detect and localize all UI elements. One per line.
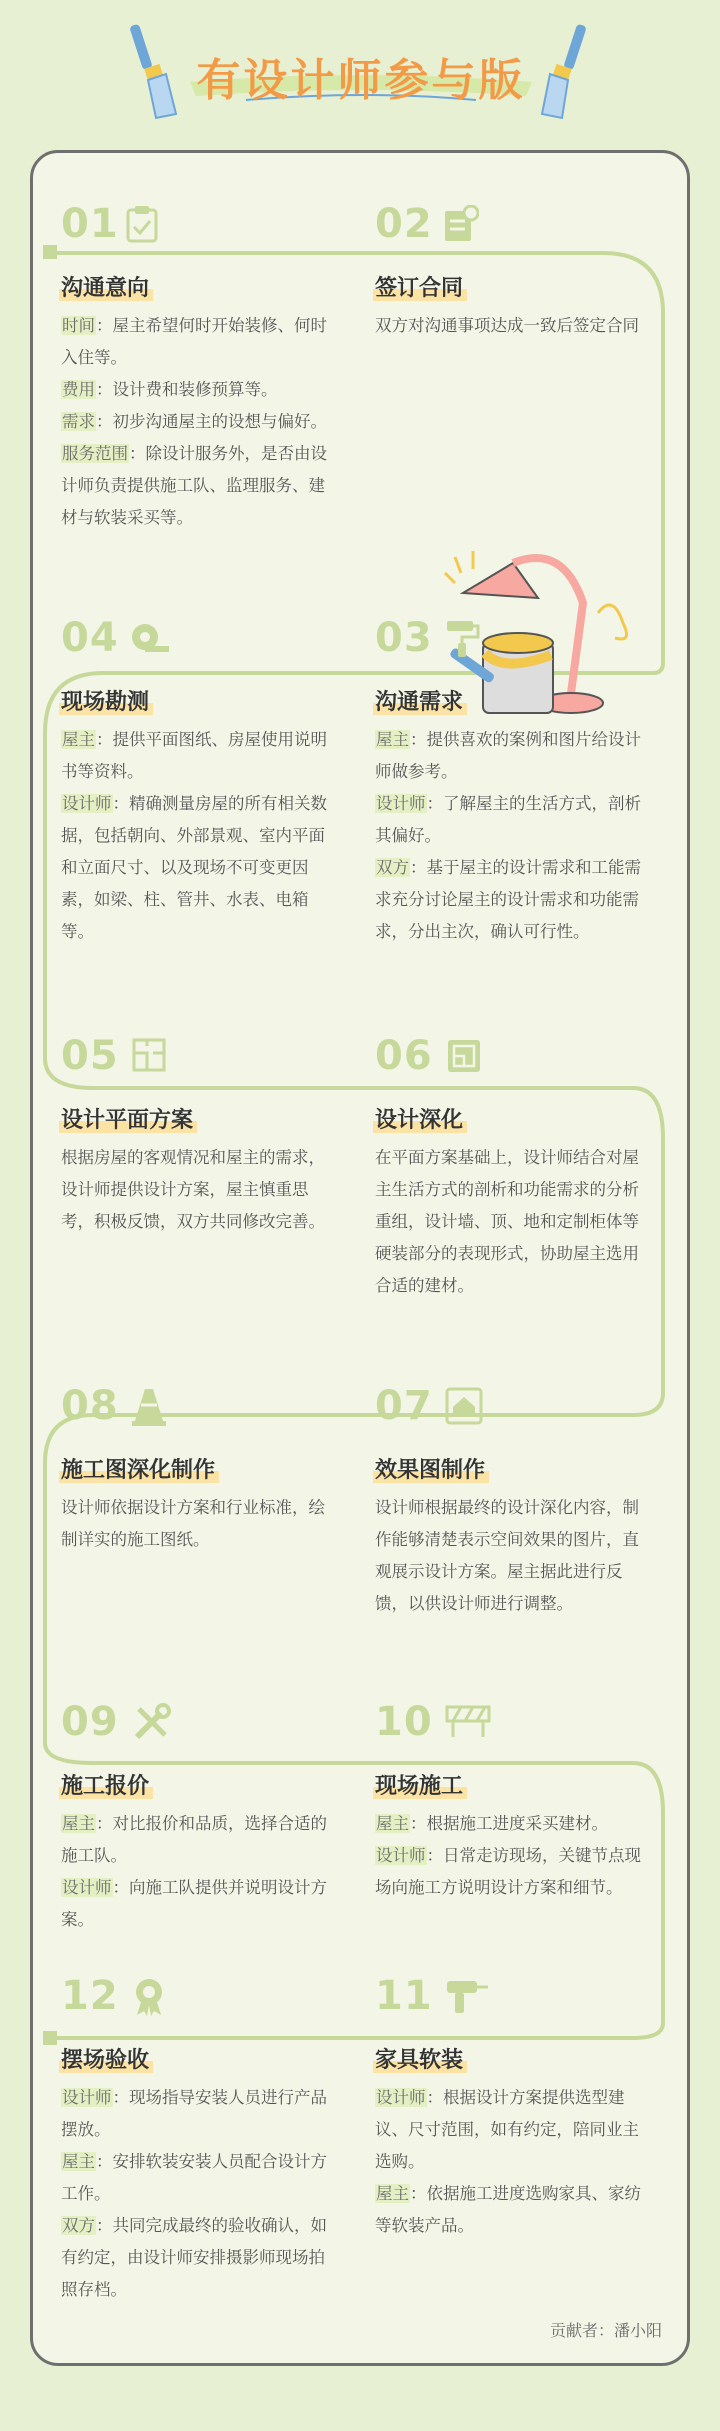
step-02	[375, 201, 650, 342]
process-card	[30, 150, 690, 2366]
paintbrush-icon	[540, 22, 590, 122]
step-04	[61, 615, 336, 948]
step-number: 08	[61, 1383, 119, 1429]
step-title: 施工报价	[61, 1769, 149, 1800]
step-number: 02	[375, 201, 433, 247]
floor-plan-icon	[131, 1037, 167, 1073]
house-icon	[445, 1387, 483, 1425]
step-01	[61, 201, 336, 534]
step-10	[375, 1699, 650, 1904]
tape-measure-icon	[131, 619, 171, 655]
step-number: 06	[375, 1033, 433, 1079]
credit-text: 贡献者：潘小阳	[549, 2321, 662, 2340]
step-title: 设计深化	[375, 1103, 463, 1134]
step-title: 效果图制作	[375, 1453, 485, 1484]
blueprint-icon	[445, 1037, 483, 1075]
title-banner	[186, 38, 536, 106]
step-body: 屋主：对比报价和品质，选择合适的施工队。 设计师：向施工队提供并说明设计方案。	[61, 1814, 327, 1929]
step-body: 屋主：提供平面图纸、房屋使用说明书等资料。 设计师：精确测量房屋的所有相关数据，包括朝向、外部景观、室内平面和立面尺寸、以及现场不可变更因素，如梁、柱、管井、水表、电箱等。	[61, 730, 327, 941]
drill-icon	[445, 1977, 489, 2015]
step-number: 09	[61, 1699, 119, 1745]
clipboard-icon	[125, 205, 159, 243]
step-title: 签订合同	[375, 271, 463, 302]
step-09	[61, 1699, 336, 1936]
step-number: 01	[61, 201, 119, 247]
step-12	[61, 1973, 336, 2306]
step-05	[61, 1033, 336, 1238]
contract-icon	[443, 205, 479, 243]
barrier-icon	[445, 1703, 491, 1739]
tools-icon	[131, 1703, 171, 1743]
step-number: 05	[61, 1033, 119, 1079]
traffic-cone-icon	[131, 1387, 167, 1427]
step-title: 现场施工	[375, 1769, 463, 1800]
paintbrush-icon	[128, 22, 178, 122]
step-body: 在平面方案基础上，设计师结合对屋主生活方式的剖析和功能需求的分析重组，设计墙、顶、地和定制柜体等硬装部分的表现形式，协助屋主选用合适的建材。	[375, 1148, 639, 1295]
step-title: 施工图深化制作	[61, 1453, 215, 1484]
step-number: 10	[375, 1699, 433, 1745]
step-title: 家具软装	[375, 2043, 463, 2074]
header	[0, 0, 720, 140]
award-badge-icon	[131, 1977, 167, 2017]
step-title: 沟通意向	[61, 271, 149, 302]
step-number: 03	[375, 615, 433, 661]
step-number: 11	[375, 1973, 433, 2019]
page-title: 有设计师参与版	[196, 55, 526, 106]
step-body: 时间：屋主希望何时开始装修、何时入住等。 费用：设计费和装修预算等。 需求：初步沟通屋主的设想与偏好。 服务范围：除设计服务外，是否由设计师负责提供施工队、监理服务、建材与软装采买等。	[61, 316, 327, 527]
step-03	[375, 615, 650, 948]
paint-roller-icon	[445, 619, 481, 659]
step-body: 设计师：根据设计方案提供选型建议、尺寸范围，如有约定，陪同业主选购。 屋主：依据施工进度选购家具、家纺等软装产品。	[375, 2088, 641, 2235]
step-body: 根据房屋的客观情况和屋主的需求，设计师提供设计方案，屋主慎重思考，积极反馈，双方共同修改完善。	[61, 1148, 325, 1231]
step-title: 摆场验收	[61, 2043, 149, 2074]
step-body: 双方对沟通事项达成一致后签定合同	[375, 316, 639, 335]
step-number: 12	[61, 1973, 119, 2019]
step-06	[375, 1033, 650, 1302]
step-body: 设计师：现场指导安装人员进行产品摆放。 屋主：安排软装安装人员配合设计方工作。 双方：共同完成最终的验收确认，如有约定，由设计师安排摄影师现场拍照存档。	[61, 2088, 327, 2299]
step-title: 设计平面方案	[61, 1103, 193, 1134]
step-title: 沟通需求	[375, 685, 463, 716]
step-body: 设计师依据设计方案和行业标准，绘制详实的施工图纸。	[61, 1498, 325, 1549]
step-title: 现场勘测	[61, 685, 149, 716]
step-body: 屋主：提供喜欢的案例和图片给设计师做参考。 设计师：了解屋主的生活方式，剖析其偏好。 双方：基于屋主的设计需求和工能需求充分讨论屋主的设计需求和功能需求，分出主次，确认可行性。	[375, 730, 641, 941]
step-body: 屋主：根据施工进度采买建材。 设计师：日常走访现场，关键节点现场向施工方说明设计方案和细节。	[375, 1814, 641, 1897]
step-number: 07	[375, 1383, 433, 1429]
step-11	[375, 1973, 650, 2242]
step-08	[61, 1383, 336, 1556]
step-body: 设计师根据最终的设计深化内容，制作能够清楚表示空间效果的图片，直观展示设计方案。屋主据此进行反馈，以供设计师进行调整。	[375, 1498, 639, 1613]
step-07	[375, 1383, 650, 1620]
step-number: 04	[61, 615, 119, 661]
